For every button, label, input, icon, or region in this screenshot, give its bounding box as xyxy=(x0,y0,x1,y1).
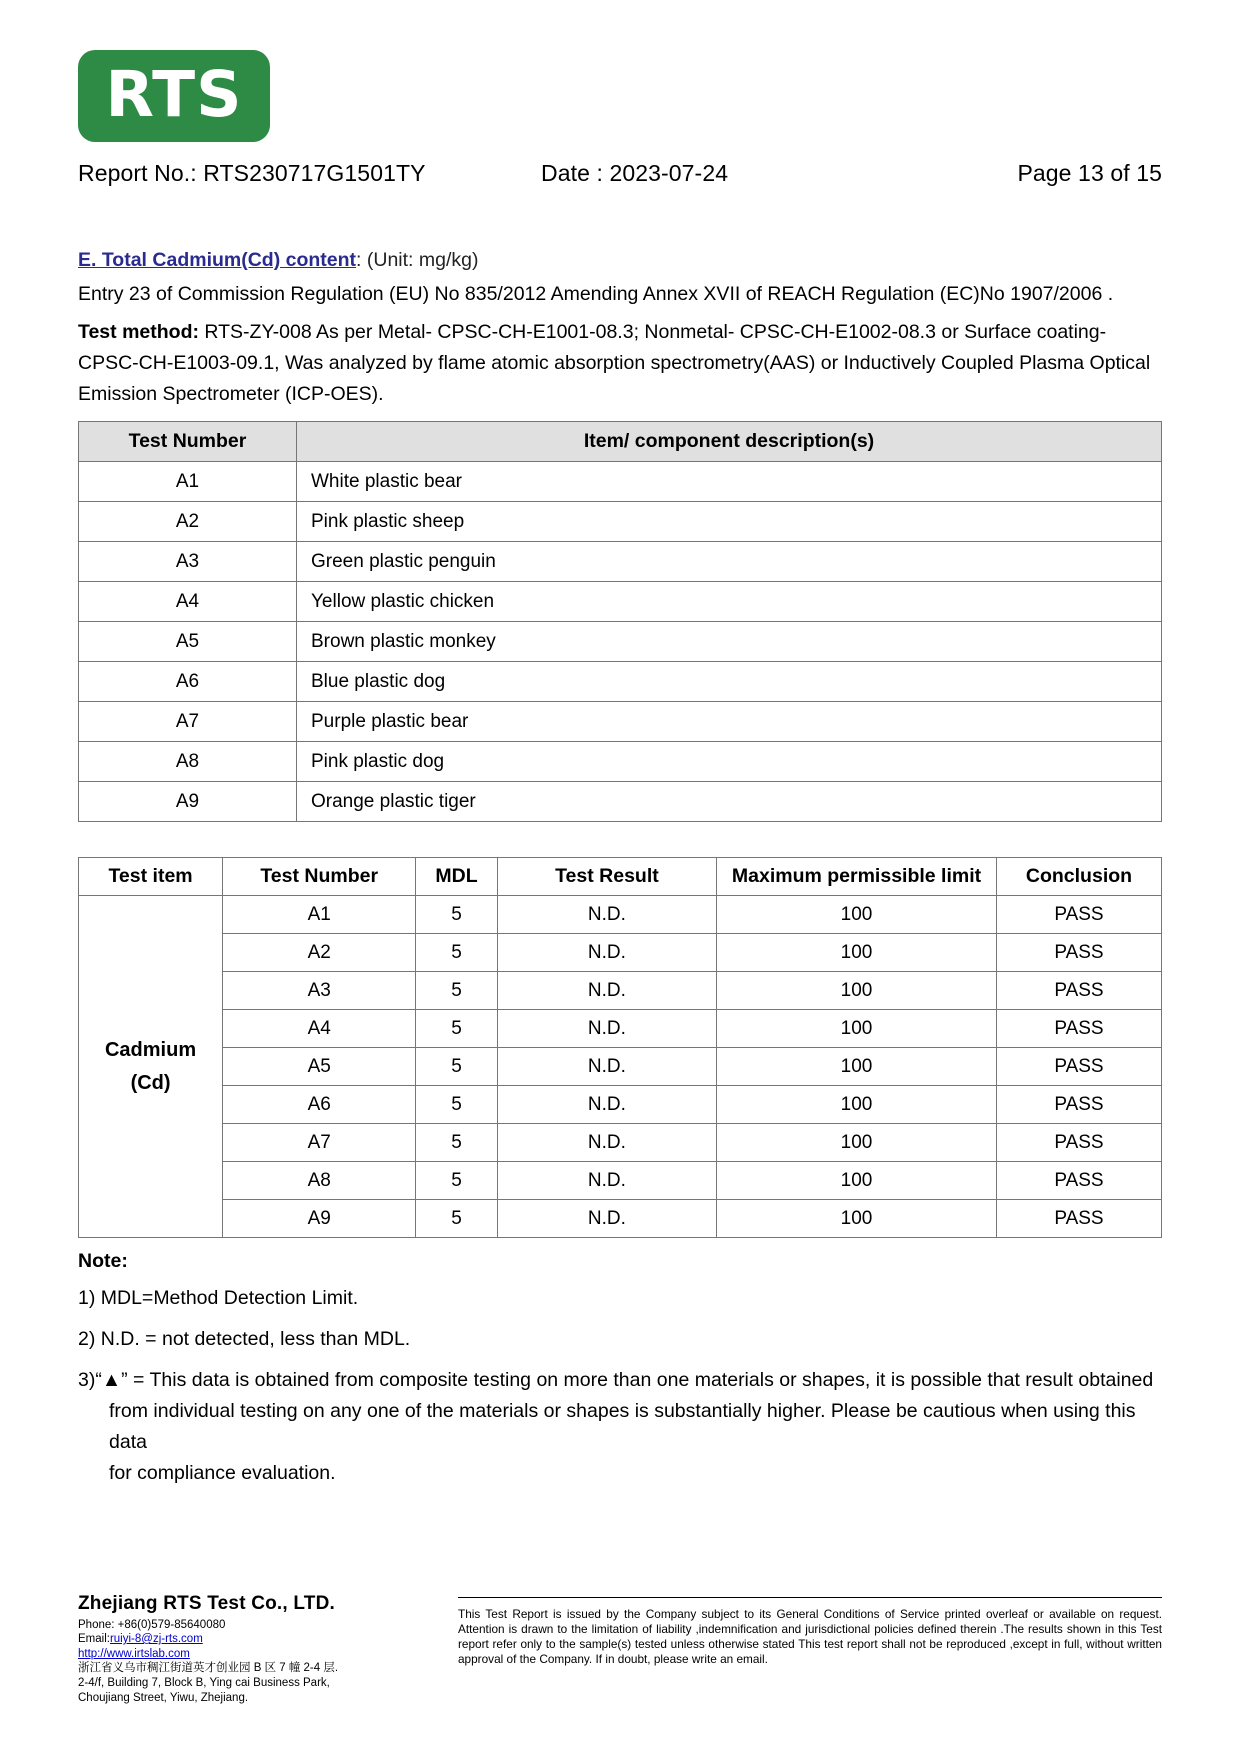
cell-mdl: 5 xyxy=(416,1010,497,1048)
cell-test-number: A1 xyxy=(223,896,416,934)
page-footer xyxy=(78,1593,1162,1706)
cell-description: White plastic bear xyxy=(297,462,1162,502)
email-label: Email: xyxy=(78,1633,110,1645)
header-test-number: Test Number xyxy=(223,858,416,896)
header-item-description: Item/ component description(s) xyxy=(297,422,1162,462)
note-3 xyxy=(78,1365,1162,1489)
test-method-paragraph xyxy=(78,317,1162,410)
cell-mdl: 5 xyxy=(416,896,497,934)
table-row xyxy=(79,1048,1162,1086)
table-row xyxy=(79,782,1162,822)
table-row xyxy=(79,542,1162,582)
table-row xyxy=(79,1010,1162,1048)
cell-test-number: A2 xyxy=(79,502,297,542)
cell-test-number: A8 xyxy=(79,742,297,782)
email-link[interactable]: ruiyi-8@zj-rts.com xyxy=(109,1633,203,1645)
notes-title: Note: xyxy=(78,1250,128,1272)
cell-test-number: A9 xyxy=(223,1200,416,1238)
sample-description-table xyxy=(78,421,1162,822)
table-row xyxy=(79,1162,1162,1200)
cell-result: N.D. xyxy=(497,1162,716,1200)
cell-test-number: A4 xyxy=(79,582,297,622)
cell-result: N.D. xyxy=(497,972,716,1010)
cell-mdl: 5 xyxy=(416,1086,497,1124)
cell-max-limit: 100 xyxy=(717,934,997,972)
cell-description: Orange plastic tiger xyxy=(297,782,1162,822)
cell-test-number: A8 xyxy=(223,1162,416,1200)
cell-description: Purple plastic bear xyxy=(297,702,1162,742)
cell-test-number: A3 xyxy=(79,542,297,582)
logo-text: RTS xyxy=(105,57,243,131)
cell-description: Pink plastic sheep xyxy=(297,502,1162,542)
cell-result: N.D. xyxy=(497,934,716,972)
company-address-en-2: Choujiang Street, Yiwu, Zhejiang. xyxy=(78,1691,249,1704)
company-name: Zhejiang RTS Test Co., LTD. xyxy=(78,1592,335,1614)
test-result-table xyxy=(78,857,1162,1238)
footer-divider xyxy=(458,1597,1162,1598)
cell-test-number: A5 xyxy=(79,622,297,662)
cell-result: N.D. xyxy=(497,1010,716,1048)
cell-conclusion: PASS xyxy=(996,1200,1161,1238)
cell-description: Brown plastic monkey xyxy=(297,622,1162,662)
company-address-en-1: 2-4/f, Building 7, Block B, Ying cai Business Park, xyxy=(78,1677,330,1689)
cell-max-limit: 100 xyxy=(717,1124,997,1162)
cell-conclusion: PASS xyxy=(996,972,1161,1010)
header-conclusion: Conclusion xyxy=(996,858,1161,896)
footer-company-block xyxy=(78,1593,418,1706)
header-test-number: Test Number xyxy=(79,422,297,462)
company-email-line xyxy=(78,1632,418,1647)
table-row xyxy=(79,1124,1162,1162)
cell-mdl: 5 xyxy=(416,1048,497,1086)
test-method-label: Test method: xyxy=(78,321,199,343)
result-table-body xyxy=(79,896,1162,1238)
cell-mdl: 5 xyxy=(416,1124,497,1162)
note-3-line-3: for compliance evaluation. xyxy=(109,1462,336,1484)
test-item-name: Cadmium xyxy=(104,1038,197,1061)
table-row xyxy=(79,662,1162,702)
cell-mdl: 5 xyxy=(416,934,497,972)
cell-test-number: A1 xyxy=(79,462,297,502)
company-phone: Phone: +86(0)579-85640080 xyxy=(78,1618,226,1631)
cell-max-limit: 100 xyxy=(717,972,997,1010)
note-2: 2) N.D. = not detected, less than MDL. xyxy=(78,1328,411,1350)
notes-section xyxy=(78,1250,1162,1489)
table-header-row xyxy=(79,858,1162,896)
cell-conclusion: PASS xyxy=(996,1048,1161,1086)
report-date: Date : 2023-07-24 xyxy=(541,160,729,186)
cell-test-number: A2 xyxy=(223,934,416,972)
disclaimer-text: This Test Report is issued by the Company subject to its General Conditions of Service printed overleaf or available on request. Attention is drawn to the limitation of liability ,indemnification and jurisdictional policies defined therein .The results shown in this Test report refer only to the sample(s) tested unless otherwise stated This test report shall not be reproduced ,except in full, without written approval of the Company. If in doubt, please write an email. xyxy=(458,1606,1162,1666)
cell-max-limit: 100 xyxy=(717,1162,997,1200)
cell-test-number: A7 xyxy=(79,702,297,742)
header-test-item: Test item xyxy=(79,858,223,896)
test-item-symbol: (Cd) xyxy=(130,1071,171,1094)
cell-conclusion: PASS xyxy=(996,896,1161,934)
section-heading xyxy=(78,249,1162,272)
document-header xyxy=(78,160,1162,187)
note-3-line-1: 3)“▲” = This data is obtained from composite testing on more than one materials or shapes, it is possible that result obtained xyxy=(78,1369,1154,1391)
cell-test-item xyxy=(79,896,223,1238)
cell-max-limit: 100 xyxy=(717,1200,997,1238)
test-method-text: RTS-ZY-008 As per Metal- CPSC-CH-E1001-08.3; Nonmetal- CPSC-CH-E1002-08.3 or Surface coating-CPSC-CH-E1003-09.1, Was analyzed by flame atomic absorption spectrometry(AAS) or Inductively Coupled Plasma Optical Emission Spectrometer (ICP-OES). xyxy=(78,321,1151,405)
cell-max-limit: 100 xyxy=(717,1086,997,1124)
cell-result: N.D. xyxy=(497,1200,716,1238)
cell-mdl: 5 xyxy=(416,972,497,1010)
cell-description: Yellow plastic chicken xyxy=(297,582,1162,622)
table-row xyxy=(79,622,1162,662)
cell-conclusion: PASS xyxy=(996,1010,1161,1048)
table-row xyxy=(79,582,1162,622)
cell-result: N.D. xyxy=(497,1124,716,1162)
cell-description: Pink plastic dog xyxy=(297,742,1162,782)
cell-result: N.D. xyxy=(497,1086,716,1124)
cell-description: Blue plastic dog xyxy=(297,662,1162,702)
cell-conclusion: PASS xyxy=(996,934,1161,972)
website-link[interactable]: http://www.irtslab.com xyxy=(78,1647,190,1660)
table-row xyxy=(79,972,1162,1010)
cell-conclusion: PASS xyxy=(996,1162,1161,1200)
header-test-result: Test Result xyxy=(497,858,716,896)
cell-test-number: A9 xyxy=(79,782,297,822)
cell-conclusion: PASS xyxy=(996,1124,1161,1162)
cell-max-limit: 100 xyxy=(717,896,997,934)
rts-logo xyxy=(78,50,270,142)
header-max-limit: Maximum permissible limit xyxy=(717,858,997,896)
section-unit: : (Unit: mg/kg) xyxy=(356,249,479,271)
cell-mdl: 5 xyxy=(416,1200,497,1238)
table-row xyxy=(79,1200,1162,1238)
company-address-cn: 浙江省义乌市稠江街道英才创业园 B 区 7 幢 2-4 层. xyxy=(78,1662,339,1674)
table-row xyxy=(79,742,1162,782)
sample-table-body xyxy=(79,462,1162,822)
cell-max-limit: 100 xyxy=(717,1048,997,1086)
section-title: E. Total Cadmium(Cd) content xyxy=(78,249,357,271)
cell-conclusion: PASS xyxy=(996,1086,1161,1124)
note-3-line-2: from individual testing on any one of the materials or shapes is substantially higher. Please be cautious when using this data xyxy=(109,1400,1136,1453)
cell-test-number: A6 xyxy=(223,1086,416,1124)
cell-mdl: 5 xyxy=(416,1162,497,1200)
table-row xyxy=(79,462,1162,502)
cell-max-limit: 100 xyxy=(717,1010,997,1048)
header-mdl: MDL xyxy=(416,858,497,896)
footer-disclaimer-block xyxy=(418,1593,1162,1667)
table-row xyxy=(79,896,1162,934)
regulation-paragraph: Entry 23 of Commission Regulation (EU) No 835/2012 Amending Annex XVII of REACH Regulation (EC)No 1907/2006 . xyxy=(78,283,1114,305)
cell-test-number: A3 xyxy=(223,972,416,1010)
note-1: 1) MDL=Method Detection Limit. xyxy=(78,1287,359,1309)
cell-test-number: A5 xyxy=(223,1048,416,1086)
cell-result: N.D. xyxy=(497,896,716,934)
report-number: Report No.: RTS230717G1501TY xyxy=(78,160,426,186)
table-row xyxy=(79,502,1162,542)
page-indicator: Page 13 of 15 xyxy=(1017,160,1162,186)
cell-test-number: A4 xyxy=(223,1010,416,1048)
table-row xyxy=(79,702,1162,742)
cell-test-number: A6 xyxy=(79,662,297,702)
table-header-row xyxy=(79,422,1162,462)
cell-test-number: A7 xyxy=(223,1124,416,1162)
table-row xyxy=(79,1086,1162,1124)
cell-description: Green plastic penguin xyxy=(297,542,1162,582)
logo-container xyxy=(78,0,1162,142)
cell-result: N.D. xyxy=(497,1048,716,1086)
table-row xyxy=(79,934,1162,972)
